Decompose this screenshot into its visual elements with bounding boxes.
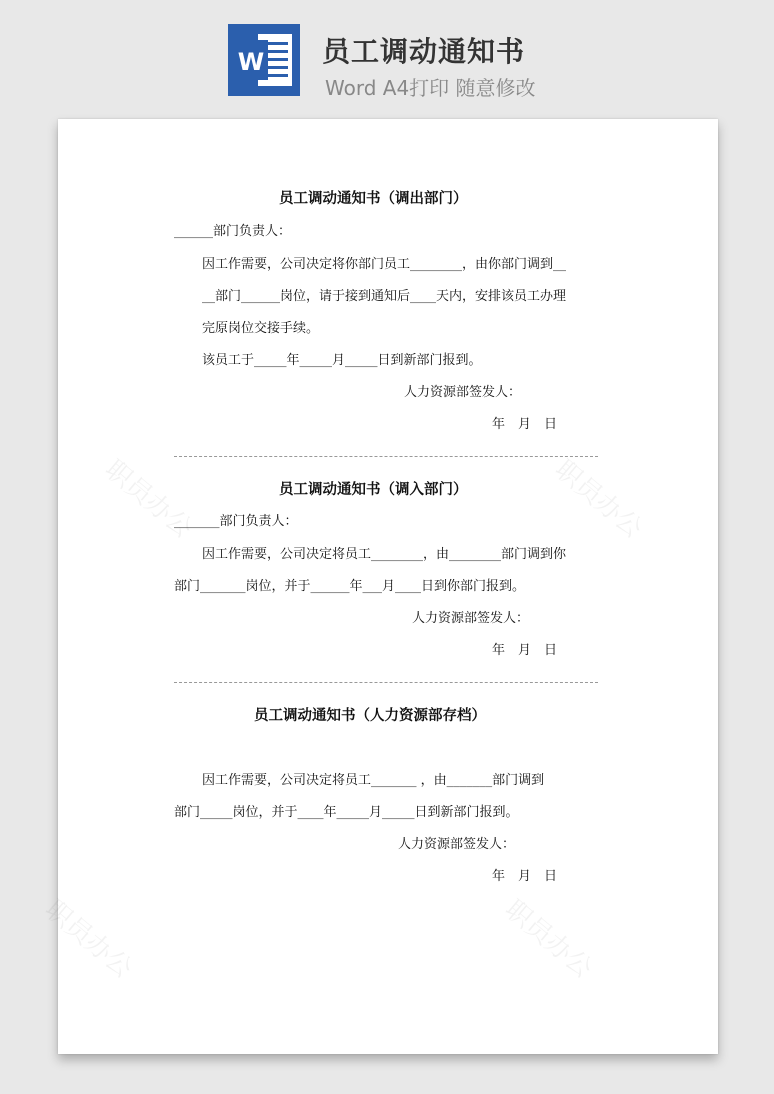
body-line: 部门_______岗位，并于______年___月____日到你部门报到。 bbox=[174, 579, 526, 594]
date-line: 年 月 日 bbox=[492, 643, 558, 658]
section-title: 员工调动通知书（人力资源部存档） bbox=[254, 707, 486, 724]
watermark: 职员办公 bbox=[38, 894, 138, 985]
cut-line bbox=[174, 682, 598, 683]
section-title: 员工调动通知书（调出部门） bbox=[279, 190, 468, 207]
body-line: __部门______岗位，请于接到通知后____天内，安排该员工办理 bbox=[202, 289, 567, 304]
header bbox=[0, 0, 774, 115]
body-line: 完原岗位交接手续。 bbox=[202, 321, 320, 336]
date-line: 年 月 日 bbox=[492, 417, 558, 432]
watermark: 职员办公 bbox=[98, 454, 198, 545]
signer-label: 人力资源部签发人： bbox=[398, 837, 516, 852]
word-icon-letter: W bbox=[237, 48, 265, 76]
addressee: _______部门负责人： bbox=[174, 514, 298, 529]
body-line: 该员工于_____年_____月_____日到新部门报到。 bbox=[202, 353, 482, 368]
body-line: 因工作需要，公司决定将员工_______ ，由_______部门调到 bbox=[202, 773, 545, 788]
body-line: 部门_____岗位，并于____年_____月_____日到新部门报到。 bbox=[174, 805, 519, 820]
word-icon bbox=[228, 24, 300, 96]
watermark: 职员办公 bbox=[498, 894, 598, 985]
watermark: 职员办公 bbox=[548, 454, 648, 545]
date-line: 年 月 日 bbox=[492, 869, 558, 884]
addressee: ______部门负责人： bbox=[174, 224, 292, 239]
body-line: 因工作需要，公司决定将员工________，由________部门调到你 bbox=[202, 547, 567, 562]
cut-line bbox=[174, 456, 598, 457]
document-page bbox=[38, 119, 718, 1054]
page-title: 员工调动通知书 bbox=[322, 35, 526, 68]
section-title: 员工调动通知书（调入部门） bbox=[279, 481, 468, 498]
signer-label: 人力资源部签发人： bbox=[404, 385, 522, 400]
body-line: 因工作需要，公司决定将你部门员工________，由你部门调到__ bbox=[202, 257, 567, 272]
signer-label: 人力资源部签发人： bbox=[412, 611, 530, 626]
page-subtitle: Word A4打印 随意修改 bbox=[325, 76, 536, 100]
